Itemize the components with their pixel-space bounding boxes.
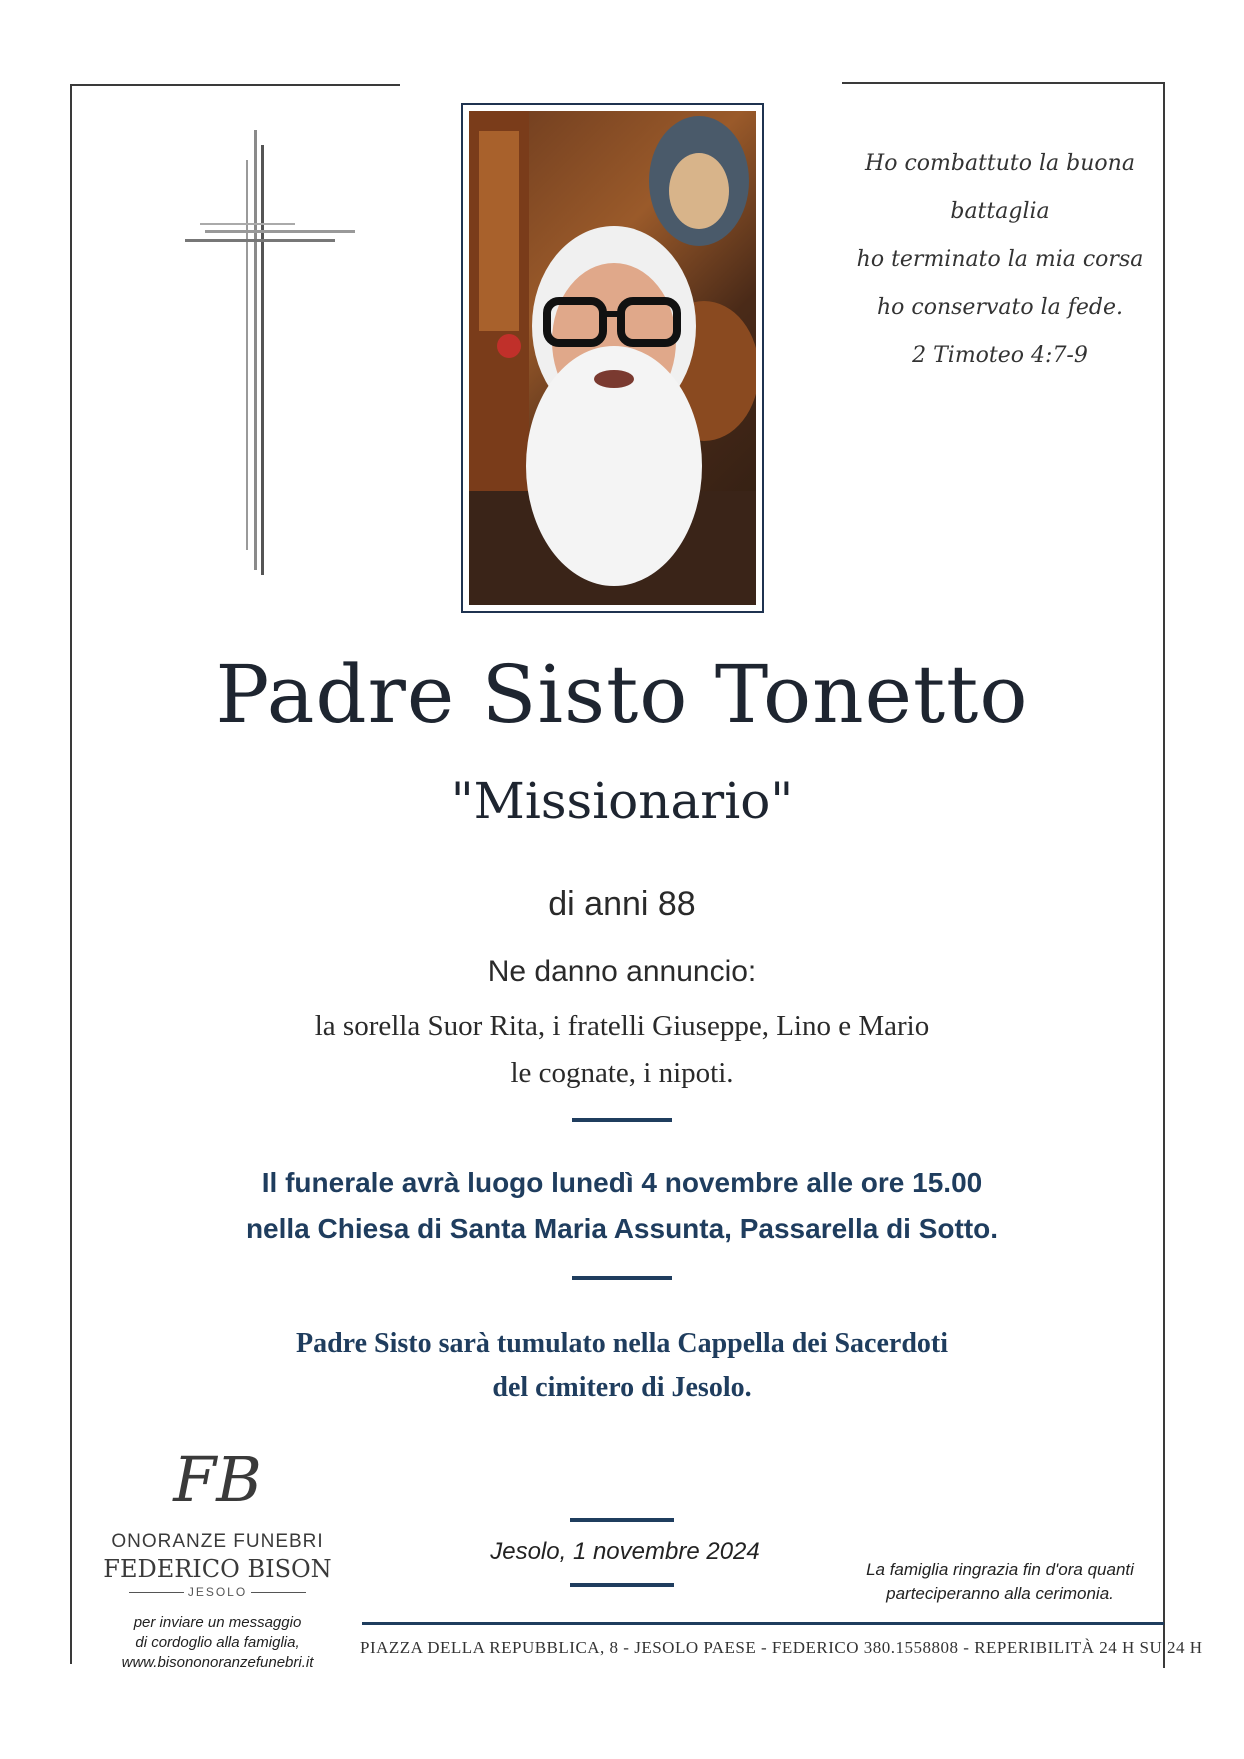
verse-reference: 2 Timoteo 4:7-9 bbox=[912, 343, 1088, 368]
divider-date-bottom bbox=[570, 1583, 674, 1587]
burial-line: Padre Sisto sarà tumulato nella Cappella dei Sacerdoti bbox=[295, 1328, 949, 1359]
divider-2 bbox=[572, 1276, 672, 1280]
agency-city: JESOLO bbox=[187, 1585, 248, 1599]
funeral-line: Il funerale avrà luogo lunedì 4 novembre alle ore 15.00 bbox=[261, 1167, 983, 1198]
deceased-subtitle: "Missionario" bbox=[450, 772, 794, 830]
agency-note-line: di cordoglio alla famiglia, bbox=[135, 1634, 300, 1651]
agency-line3 bbox=[95, 1585, 340, 1599]
announcement-heading: Ne danno annuncio: bbox=[487, 955, 757, 988]
bible-verse bbox=[835, 140, 1165, 380]
agency-logo bbox=[95, 1435, 340, 1673]
agency-line1: ONORANZE FUNEBRI bbox=[111, 1531, 324, 1552]
thanks-line: parteciperanno alla cerimonia. bbox=[886, 1584, 1114, 1603]
burial-line: del cimitero di Jesolo. bbox=[492, 1372, 752, 1403]
agency-website[interactable]: www.bisononoranzefunebri.it bbox=[121, 1654, 314, 1671]
funeral-line: nella Chiesa di Santa Maria Assunta, Passarella di Sotto. bbox=[245, 1213, 999, 1244]
announcement-date: Jesolo, 1 novembre 2024 bbox=[490, 1538, 760, 1565]
verse-line: battaglia bbox=[950, 199, 1050, 224]
footer-divider bbox=[362, 1622, 1164, 1625]
agency-note-line: per inviare un messaggio bbox=[133, 1614, 302, 1631]
cross-icon bbox=[180, 125, 360, 585]
family-thanks bbox=[840, 1558, 1160, 1606]
thanks-line: La famiglia ringrazia fin d'ora quanti bbox=[866, 1560, 1134, 1579]
frame-left-line bbox=[70, 84, 72, 1664]
portrait-frame bbox=[461, 103, 764, 613]
deceased-name: Padre Sisto Tonetto bbox=[215, 648, 1029, 741]
portrait-photo bbox=[469, 111, 756, 605]
agency-monogram: FB bbox=[173, 1443, 262, 1516]
divider-date-top bbox=[570, 1518, 674, 1522]
verse-line: ho conservato la fede. bbox=[877, 295, 1123, 320]
agency-line2: FEDERICO BISON bbox=[103, 1555, 332, 1583]
frame-top-right-line bbox=[842, 82, 1164, 84]
verse-line: ho terminato la mia corsa bbox=[856, 247, 1144, 272]
deceased-age: di anni 88 bbox=[548, 885, 696, 923]
family-line: la sorella Suor Rita, i fratelli Giuseppe, Lino e Mario bbox=[314, 1010, 930, 1042]
funeral-info bbox=[0, 1160, 1244, 1252]
agency-note bbox=[95, 1613, 340, 1673]
family-line: le cognate, i nipoti. bbox=[510, 1057, 734, 1089]
agency-address: PIAZZA DELLA REPUBBLICA, 8 - JESOLO PAESE - FEDERICO 380.1558808 - REPERIBILITÀ 24 H SU 24 H bbox=[360, 1638, 1203, 1657]
burial-info bbox=[0, 1322, 1244, 1410]
verse-line: Ho combattuto la buona bbox=[865, 151, 1135, 176]
frame-top-left-line bbox=[70, 84, 400, 86]
portrait-illustration bbox=[469, 111, 756, 605]
divider-1 bbox=[572, 1118, 672, 1122]
family-list bbox=[0, 1003, 1244, 1097]
